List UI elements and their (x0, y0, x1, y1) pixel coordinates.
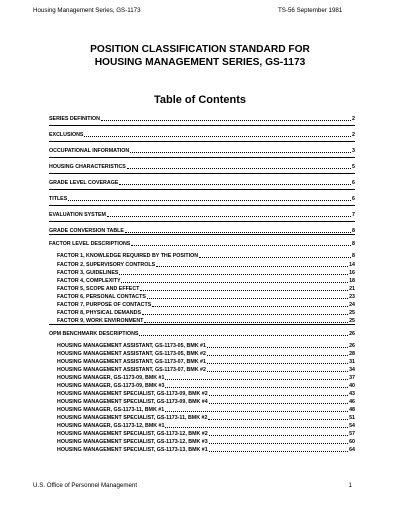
section-divider (49, 157, 355, 158)
dot-leader (207, 363, 348, 364)
toc-subentry[interactable] (57, 252, 355, 259)
dot-leader (139, 335, 348, 336)
toc-subentry[interactable] (57, 374, 355, 381)
toc-entry-label: HOUSING MANAGER, GS-1173-12, BMK #1 (57, 423, 165, 429)
dot-leader (119, 274, 348, 275)
dot-leader (209, 435, 348, 436)
toc-entry[interactable] (49, 131, 355, 138)
toc-entry-label: OPM BENCHMARK DESCRIPTIONS (49, 331, 139, 337)
toc-entry-page: 57 (349, 431, 355, 437)
toc-subentry[interactable] (57, 430, 355, 437)
toc-entry-page: 5 (352, 164, 355, 170)
toc-entry-label: EVALUATION SYSTEM (49, 212, 106, 218)
toc-entry-label: FACTOR 5, SCOPE AND EFFECT (57, 286, 140, 292)
toc-entry-label: HOUSING MANAGER, GS-1173-09, BMK #1 (57, 375, 165, 381)
dot-leader (131, 245, 351, 246)
toc-entry-label: FACTOR 7, PURPOSE OF CONTACTS (57, 302, 152, 308)
toc-entry-label: HOUSING MANAGEMENT SPECIALIST, GS-1173-13, BMK #1 (57, 447, 208, 453)
toc-entry-page: 37 (349, 375, 355, 381)
toc-entry-label: HOUSING MANAGEMENT SPECIALIST, GS-1173-09, BMK #2 (57, 391, 208, 397)
header-date: TS-56 September 1981 (278, 7, 343, 14)
document-title (0, 44, 400, 69)
toc-entry-page: 51 (349, 415, 355, 421)
dot-leader (127, 168, 351, 169)
dot-leader (142, 314, 348, 315)
toc-entry-label: OCCUPATIONAL INFORMATION (49, 148, 130, 154)
toc-entry[interactable] (49, 330, 355, 337)
toc-subentry[interactable] (57, 342, 355, 349)
toc-entry-label: FACTOR 1, KNOWLEDGE REQUIRED BY THE POSITION (57, 253, 199, 259)
toc-subentry[interactable] (57, 382, 355, 389)
toc-entry[interactable] (49, 179, 355, 186)
dot-leader (207, 347, 348, 348)
toc-entry-label: GRADE LEVEL COVERAGE (49, 180, 119, 186)
dot-leader (165, 427, 348, 428)
toc-entry[interactable] (49, 240, 355, 247)
toc-entry-label: HOUSING MANAGEMENT ASSISTANT, GS-1173-05, BMK #1 (57, 343, 206, 349)
toc-entry-page: 6 (352, 196, 355, 202)
toc-entry-label: FACTOR 6, PERSONAL CONTACTS (57, 294, 146, 300)
toc-entry-page: 23 (349, 294, 355, 300)
toc-entry-label: HOUSING MANAGEMENT SPECIALIST, GS-1173-09, BMK #4 (57, 399, 208, 405)
title-line-1: POSITION CLASSIFICATION STANDARD FOR (90, 44, 310, 55)
toc-entry-page: 46 (349, 399, 355, 405)
toc-entry-page: 8 (352, 253, 355, 259)
toc-entry-label: FACTOR 2, SUPERVISORY CONTROLS (57, 262, 156, 268)
toc-entry-label: HOUSING MANAGEMENT ASSISTANT, GS-1173-07, BMK #1 (57, 359, 206, 365)
dot-leader (165, 387, 348, 388)
toc-entry-label: HOUSING MANAGEMENT SPECIALIST, GS-1173-11, BMK #2 (57, 415, 208, 421)
toc-entry-page: 48 (349, 407, 355, 413)
page-number: 1 (348, 482, 352, 489)
toc-subentry[interactable] (57, 358, 355, 365)
dot-leader (209, 395, 348, 396)
section-divider (49, 173, 355, 174)
toc-entry-page: 24 (349, 302, 355, 308)
toc-subentry[interactable] (57, 446, 355, 453)
footer-office: U.S. Office of Personnel Management (33, 482, 138, 489)
toc-entry-label: HOUSING CHARACTERISTICS (49, 164, 126, 170)
toc-subentry[interactable] (57, 261, 355, 268)
toc-entry[interactable] (49, 163, 355, 170)
dot-leader (209, 443, 348, 444)
toc-subentry[interactable] (57, 309, 355, 316)
toc-entry-label: HOUSING MANAGER, GS-1173-09, BMK #3 (57, 383, 165, 389)
toc-entry-label: FACTOR 4, COMPLEXITY (57, 278, 121, 284)
toc-subentry[interactable] (57, 366, 355, 373)
toc-subentry[interactable] (57, 317, 355, 324)
dot-leader (140, 290, 348, 291)
toc-entry-label: FACTOR 3, GUIDELINES (57, 270, 119, 276)
toc-subentry[interactable] (57, 390, 355, 397)
toc-entry-label: HOUSING MANAGER, GS-1173-11, BMK #1 (57, 407, 165, 413)
toc-subentry[interactable] (57, 438, 355, 445)
toc-entry[interactable] (49, 211, 355, 218)
toc-entry-page: 3 (352, 148, 355, 154)
section-divider (49, 324, 355, 325)
dot-leader (165, 379, 348, 380)
toc-entry-page: 16 (349, 270, 355, 276)
toc-entry-label: SERIES DEFINITION (49, 116, 100, 122)
toc-entry-page: 2 (352, 132, 355, 138)
toc-entry-page: 2 (352, 116, 355, 122)
toc-subentry[interactable] (57, 406, 355, 413)
toc-entry-label: FACTOR 8, PHYSICAL DEMANDS (57, 310, 141, 316)
toc-entry-page: 25 (349, 310, 355, 316)
toc-entry-label: HOUSING MANAGEMENT ASSISTANT, GS-1173-05, BMK #2 (57, 351, 206, 357)
dot-leader (125, 232, 351, 233)
section-divider (49, 221, 355, 222)
title-line-2: HOUSING MANAGEMENT SERIES, GS-1173 (94, 56, 306, 68)
section-divider (49, 189, 355, 190)
dot-leader (209, 451, 348, 452)
dot-leader (199, 257, 351, 258)
dot-leader (156, 266, 348, 267)
toc-entry-page: 28 (349, 351, 355, 357)
toc-entry-page: 26 (349, 331, 355, 337)
toc-entry[interactable] (49, 147, 355, 154)
toc-entry-page: 14 (349, 262, 355, 268)
dot-leader (119, 184, 351, 185)
dot-leader (121, 282, 348, 283)
running-header (33, 7, 352, 17)
toc-entry-page: 25 (349, 318, 355, 324)
dot-leader (101, 120, 351, 121)
toc-entry-page: 7 (352, 212, 355, 218)
toc-entry-page: 26 (349, 343, 355, 349)
section-divider (49, 205, 355, 206)
toc-entry[interactable] (49, 115, 355, 122)
toc-entry-page: 54 (349, 423, 355, 429)
toc-entry-label: EXCLUSIONS (49, 132, 84, 138)
dot-leader (147, 298, 348, 299)
toc-subentry[interactable] (57, 422, 355, 429)
toc-entry-page: 31 (349, 359, 355, 365)
dot-leader (165, 411, 348, 412)
toc-entry-label: HOUSING MANAGEMENT SPECIALIST, GS-1173-12, BMK #2 (57, 431, 208, 437)
dot-leader (207, 355, 348, 356)
toc-subentry[interactable] (57, 293, 355, 300)
toc-entry-page: 60 (349, 439, 355, 445)
toc-entry[interactable] (49, 227, 355, 234)
toc-entry-label: FACTOR 9, WORK ENVIRONMENT (57, 318, 144, 324)
toc-subentry[interactable] (57, 301, 355, 308)
toc-entry[interactable] (49, 195, 355, 202)
dot-leader (107, 216, 351, 217)
toc-entry-label: FACTOR LEVEL DESCRIPTIONS (49, 241, 131, 247)
dot-leader (68, 200, 351, 201)
toc-entry-label: HOUSING MANAGEMENT SPECIALIST, GS-1173-12, BMK #3 (57, 439, 208, 445)
toc-entry-page: 8 (352, 228, 355, 234)
toc-entry-page: 6 (352, 180, 355, 186)
dot-leader (208, 419, 348, 420)
toc-entry-label: TITLES (49, 196, 68, 202)
toc-subentry[interactable] (57, 398, 355, 405)
section-divider (49, 234, 355, 235)
toc-entry-page: 21 (349, 286, 355, 292)
toc-subentry[interactable] (57, 269, 355, 276)
toc-entry-page: 64 (349, 447, 355, 453)
dot-leader (144, 322, 348, 323)
toc-entry-page: 8 (352, 241, 355, 247)
toc-entry-label: HOUSING MANAGEMENT ASSISTANT, GS-1173-07, BMK #2 (57, 367, 206, 373)
toc-subentry[interactable] (57, 285, 355, 292)
toc-entry-label: GRADE CONVERSION TABLE (49, 228, 124, 234)
toc-entry-page: 43 (349, 391, 355, 397)
dot-leader (130, 152, 351, 153)
section-divider (49, 125, 355, 126)
toc-entry-page: 40 (349, 383, 355, 389)
dot-leader (84, 136, 351, 137)
toc-entry-page: 18 (349, 278, 355, 284)
dot-leader (209, 403, 348, 404)
dot-leader (152, 306, 348, 307)
toc-heading: Table of Contents (153, 94, 247, 106)
toc-subentry[interactable] (57, 277, 355, 284)
dot-leader (207, 371, 348, 372)
toc-subentry[interactable] (57, 350, 355, 357)
toc-entry-page: 34 (349, 367, 355, 373)
header-series: Housing Management Series, GS-1173 (33, 7, 141, 14)
toc-subentry[interactable] (57, 414, 355, 421)
section-divider (49, 141, 355, 142)
